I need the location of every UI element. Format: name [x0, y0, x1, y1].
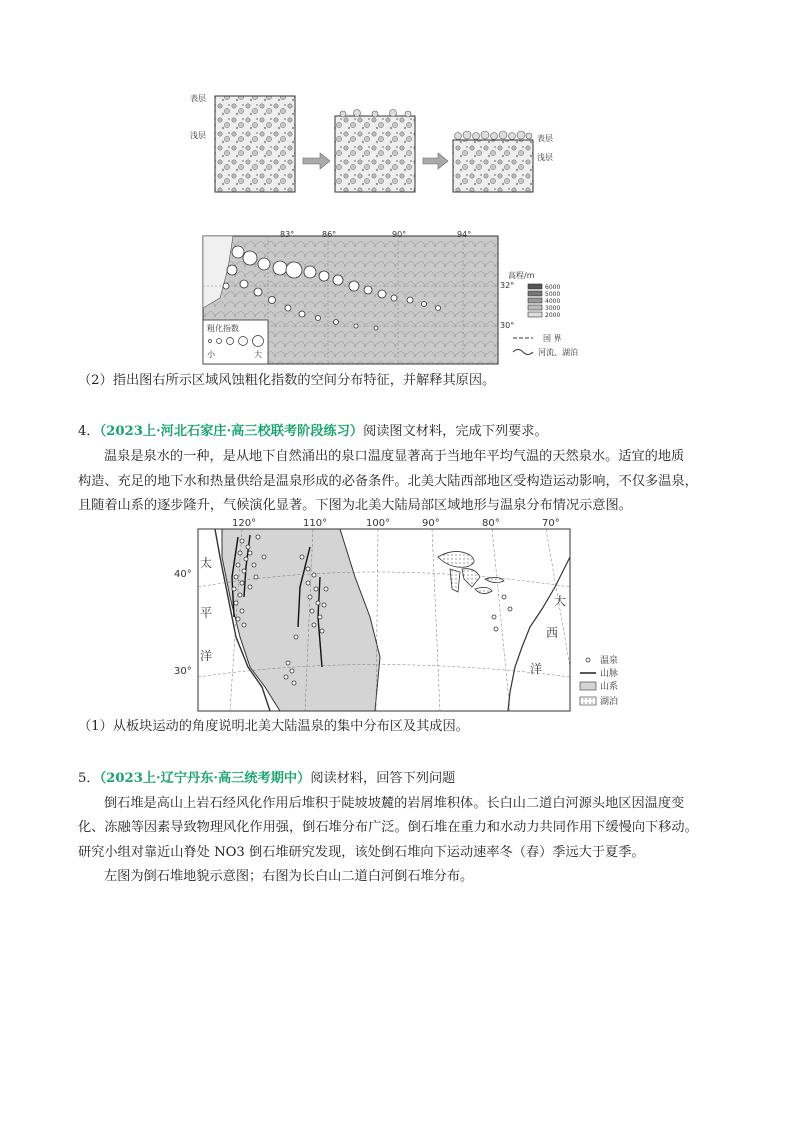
q4-paragraph-line-3: 且随着山系的逐步隆升，气候演化显著。下图为北美大陆局部区域地形与温泉分布情况示意图。: [78, 498, 632, 513]
index-legend-title: 粗化指数: [207, 324, 239, 333]
pacific-char-2: 平: [200, 606, 213, 620]
index-large: 大: [254, 350, 262, 359]
legend-border: 国 界: [543, 334, 562, 343]
lon-86: 86°: [322, 230, 337, 239]
elevation-legend-title: 高程/m: [508, 271, 535, 280]
label-surface-right: 表层: [537, 134, 553, 143]
q4-prompt: 阅读图文材料，完成下列要求。: [363, 424, 548, 439]
pacific-char-1: 太: [200, 556, 213, 570]
q4-header: [78, 422, 548, 442]
index-small: 小: [207, 350, 215, 359]
lon-90: 90°: [392, 230, 407, 239]
q5-number: 5．: [78, 771, 100, 786]
q5-prompt: 阅读材料，回答下列问题: [310, 771, 456, 786]
q5-source: （2023上·辽宁丹东·高三统考期中）: [99, 771, 311, 786]
q4-paragraph-line-1: 温泉是泉水的一种，是从地下自然涌出的泉口温度显著高于当地年平均气温的天然泉水。适宜的地质: [104, 449, 685, 464]
legend-hot-spring: 温泉: [600, 656, 619, 666]
q4-source: （2023上·河北石家庄·高三校联考阶段练习）: [99, 424, 364, 439]
lat-40: 40°: [174, 569, 192, 580]
elev-5000: 5000: [545, 291, 561, 298]
q5-paragraph-line-3: 研究小组对靠近山脊处 NO3 倒石堆研究发现，该处倒石堆向下运动速率冬（春）季远大于夏季。: [78, 845, 645, 860]
atlantic-char-1: 大: [554, 594, 567, 608]
atlantic-char-2: 西: [546, 626, 559, 640]
q5-paragraph-line-1: 倒石堆是高山上岩石经风化作用后堆积于陡坡坡麓的岩屑堆积体。长白山二道白河源头地区因温度变: [104, 796, 685, 811]
lat-30: 30°: [174, 666, 192, 677]
label-surface-left: 表层: [190, 94, 206, 103]
legend-river: 河流、湖泊: [538, 348, 578, 357]
pacific-char-3: 洋: [200, 649, 213, 663]
lon-120: 120°: [232, 518, 257, 529]
coarsening-diagram-svg: [175, 88, 625, 198]
coarsening-index-map: [198, 228, 618, 368]
q5-paragraph-line-2: 化、冻融等因素导致物理风化作用强，倒石堆分布广泛。倒石堆在重力和水动力共同作用下缓慢向下移动。: [78, 820, 698, 835]
lon-83: 83°: [280, 230, 295, 239]
lat-32: 32°: [500, 281, 515, 290]
q4-paragraph-line-2: 构造、充足的地下水和热量供给是温泉形成的必备条件。北美大陆西部地区受构造运动影响，不仅多温泉，: [78, 474, 698, 489]
lon-94: 94°: [457, 230, 472, 239]
coarsening-diagram: [175, 88, 625, 198]
elev-4000: 4000: [545, 298, 561, 305]
lon-80: 80°: [482, 518, 500, 529]
q3-sub2: （2）指出图右所示区域风蚀粗化指数的空间分布特征，并解释其原因。: [78, 373, 496, 388]
elev-3000: 3000: [545, 305, 561, 312]
lon-110: 110°: [303, 518, 328, 529]
lon-70: 70°: [542, 518, 560, 529]
q4-sub1: （1）从板块运动的角度说明北美大陆温泉的集中分布区及其成因。: [78, 719, 469, 734]
lon-90: 90°: [422, 518, 440, 529]
coarsening-index-map-svg: [198, 228, 618, 368]
q5-header: [78, 769, 455, 789]
atlantic-char-3: 洋: [530, 662, 543, 676]
elev-2000: 2000: [545, 312, 561, 319]
legend-lake: 湖泊: [600, 697, 619, 707]
north-america-hot-spring-map: [170, 517, 630, 712]
north-america-map-svg: [170, 517, 630, 712]
elev-6000: 6000: [545, 284, 561, 291]
q5-paragraph-line-4: 左图为倒石堆地貌示意图；右图为长白山二道白河倒石堆分布。: [104, 869, 474, 884]
lat-30: 30°: [500, 321, 515, 330]
lon-100: 100°: [366, 518, 391, 529]
label-shallow-left: 浅层: [190, 131, 206, 140]
label-shallow-right: 浅层: [537, 153, 553, 162]
legend-mountain-system: 山系: [600, 682, 619, 692]
q4-number: 4．: [78, 424, 100, 439]
legend-mountain-range: 山脉: [600, 669, 619, 679]
